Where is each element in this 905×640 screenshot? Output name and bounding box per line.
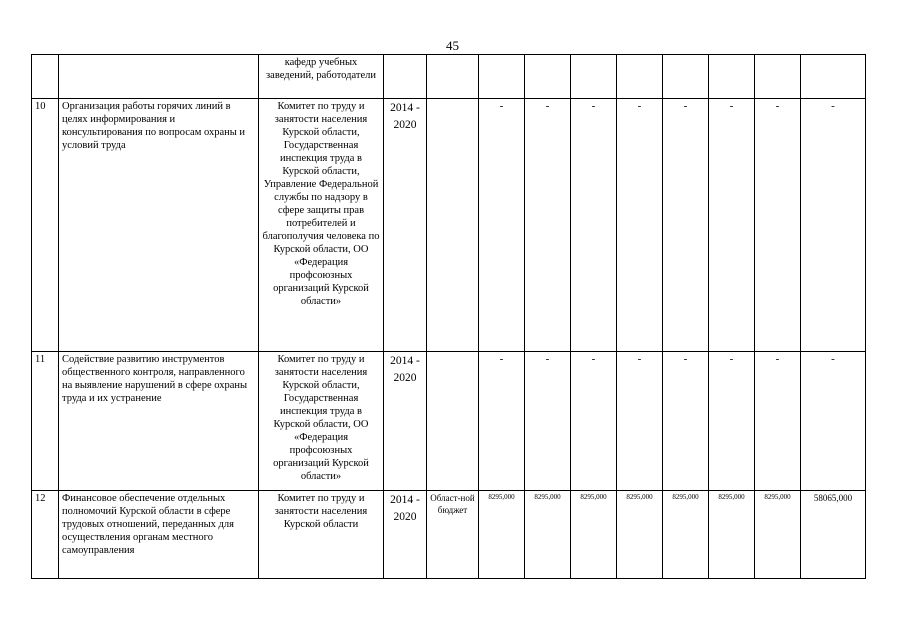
- years-cell: 2014 - 2020: [384, 99, 427, 352]
- row-number-cell: 11: [32, 352, 59, 491]
- funding-source-cell: [427, 352, 479, 491]
- year-value-cell: -: [617, 352, 663, 491]
- table-row: [32, 491, 866, 579]
- total-value-cell: -: [801, 352, 866, 491]
- year-value-cell: -: [663, 99, 709, 352]
- year-value-cell: 8295,000: [617, 491, 663, 579]
- year-value-cell: -: [525, 99, 571, 352]
- total-value-cell: 58065,000: [801, 491, 866, 579]
- year-value-cell: -: [617, 99, 663, 352]
- funding-source-cell: Област-ной бюджет: [427, 491, 479, 579]
- year-value-cell: [709, 55, 755, 99]
- year-value-cell: 8295,000: [755, 491, 801, 579]
- row-number-cell: 10: [32, 99, 59, 352]
- year-value-cell: 8295,000: [479, 491, 525, 579]
- executor-cell: кафедр учебных заведений, работодатели: [259, 55, 384, 99]
- year-value-cell: [755, 55, 801, 99]
- row-number-cell: 12: [32, 491, 59, 579]
- measure-name-cell: Организация работы горячих линий в целях информирования и консультирования по вопросам охраны и условий труда: [59, 99, 259, 352]
- total-value-cell: -: [801, 99, 866, 352]
- year-value-cell: -: [571, 352, 617, 491]
- year-value-cell: -: [709, 99, 755, 352]
- table-row: [32, 55, 866, 99]
- measure-name-cell: [59, 55, 259, 99]
- year-value-cell: -: [755, 99, 801, 352]
- year-value-cell: [617, 55, 663, 99]
- year-value-cell: -: [571, 99, 617, 352]
- years-cell: 2014 - 2020: [384, 491, 427, 579]
- executor-cell: Комитет по труду и занятости населения Курской области: [259, 491, 384, 579]
- year-value-cell: -: [709, 352, 755, 491]
- year-value-cell: [571, 55, 617, 99]
- year-value-cell: 8295,000: [709, 491, 755, 579]
- year-value-cell: -: [663, 352, 709, 491]
- year-value-cell: 8295,000: [525, 491, 571, 579]
- year-value-cell: 8295,000: [663, 491, 709, 579]
- executor-cell: Комитет по труду и занятости населения Курской области, Государственная инспекция труда в Курской области, Управление Федеральной службы по надзору в сфере защиты прав потребителей и благополучия человека по Курской области, ОО «Федерация профсоюзных организаций Курской области»: [259, 99, 384, 352]
- table-row: [32, 352, 866, 491]
- measure-name-cell: Финансовое обеспечение отдельных полномочий Курской области в сфере трудовых отношений, переданных для осуществления органам местного самоуправления: [59, 491, 259, 579]
- table-row: [32, 99, 866, 352]
- year-value-cell: -: [525, 352, 571, 491]
- page-number: 45: [446, 38, 459, 53]
- measure-name-cell: Содействие развитию инструментов общественного контроля, направленного на выявление нарушений в сфере охраны труда и их устранение: [59, 352, 259, 491]
- year-value-cell: 8295,000: [571, 491, 617, 579]
- year-value-cell: -: [479, 99, 525, 352]
- years-cell: [384, 55, 427, 99]
- funding-source-cell: [427, 99, 479, 352]
- program-measures-table: [31, 54, 866, 579]
- year-value-cell: -: [755, 352, 801, 491]
- year-value-cell: -: [479, 352, 525, 491]
- total-value-cell: [801, 55, 866, 99]
- funding-source-cell: [427, 55, 479, 99]
- year-value-cell: [525, 55, 571, 99]
- row-number-cell: [32, 55, 59, 99]
- executor-cell: Комитет по труду и занятости населения Курской области, Государственная инспекция труда в Курской области, ОО «Федерация профсоюзных организаций Курской области»: [259, 352, 384, 491]
- years-cell: 2014 - 2020: [384, 352, 427, 491]
- year-value-cell: [479, 55, 525, 99]
- year-value-cell: [663, 55, 709, 99]
